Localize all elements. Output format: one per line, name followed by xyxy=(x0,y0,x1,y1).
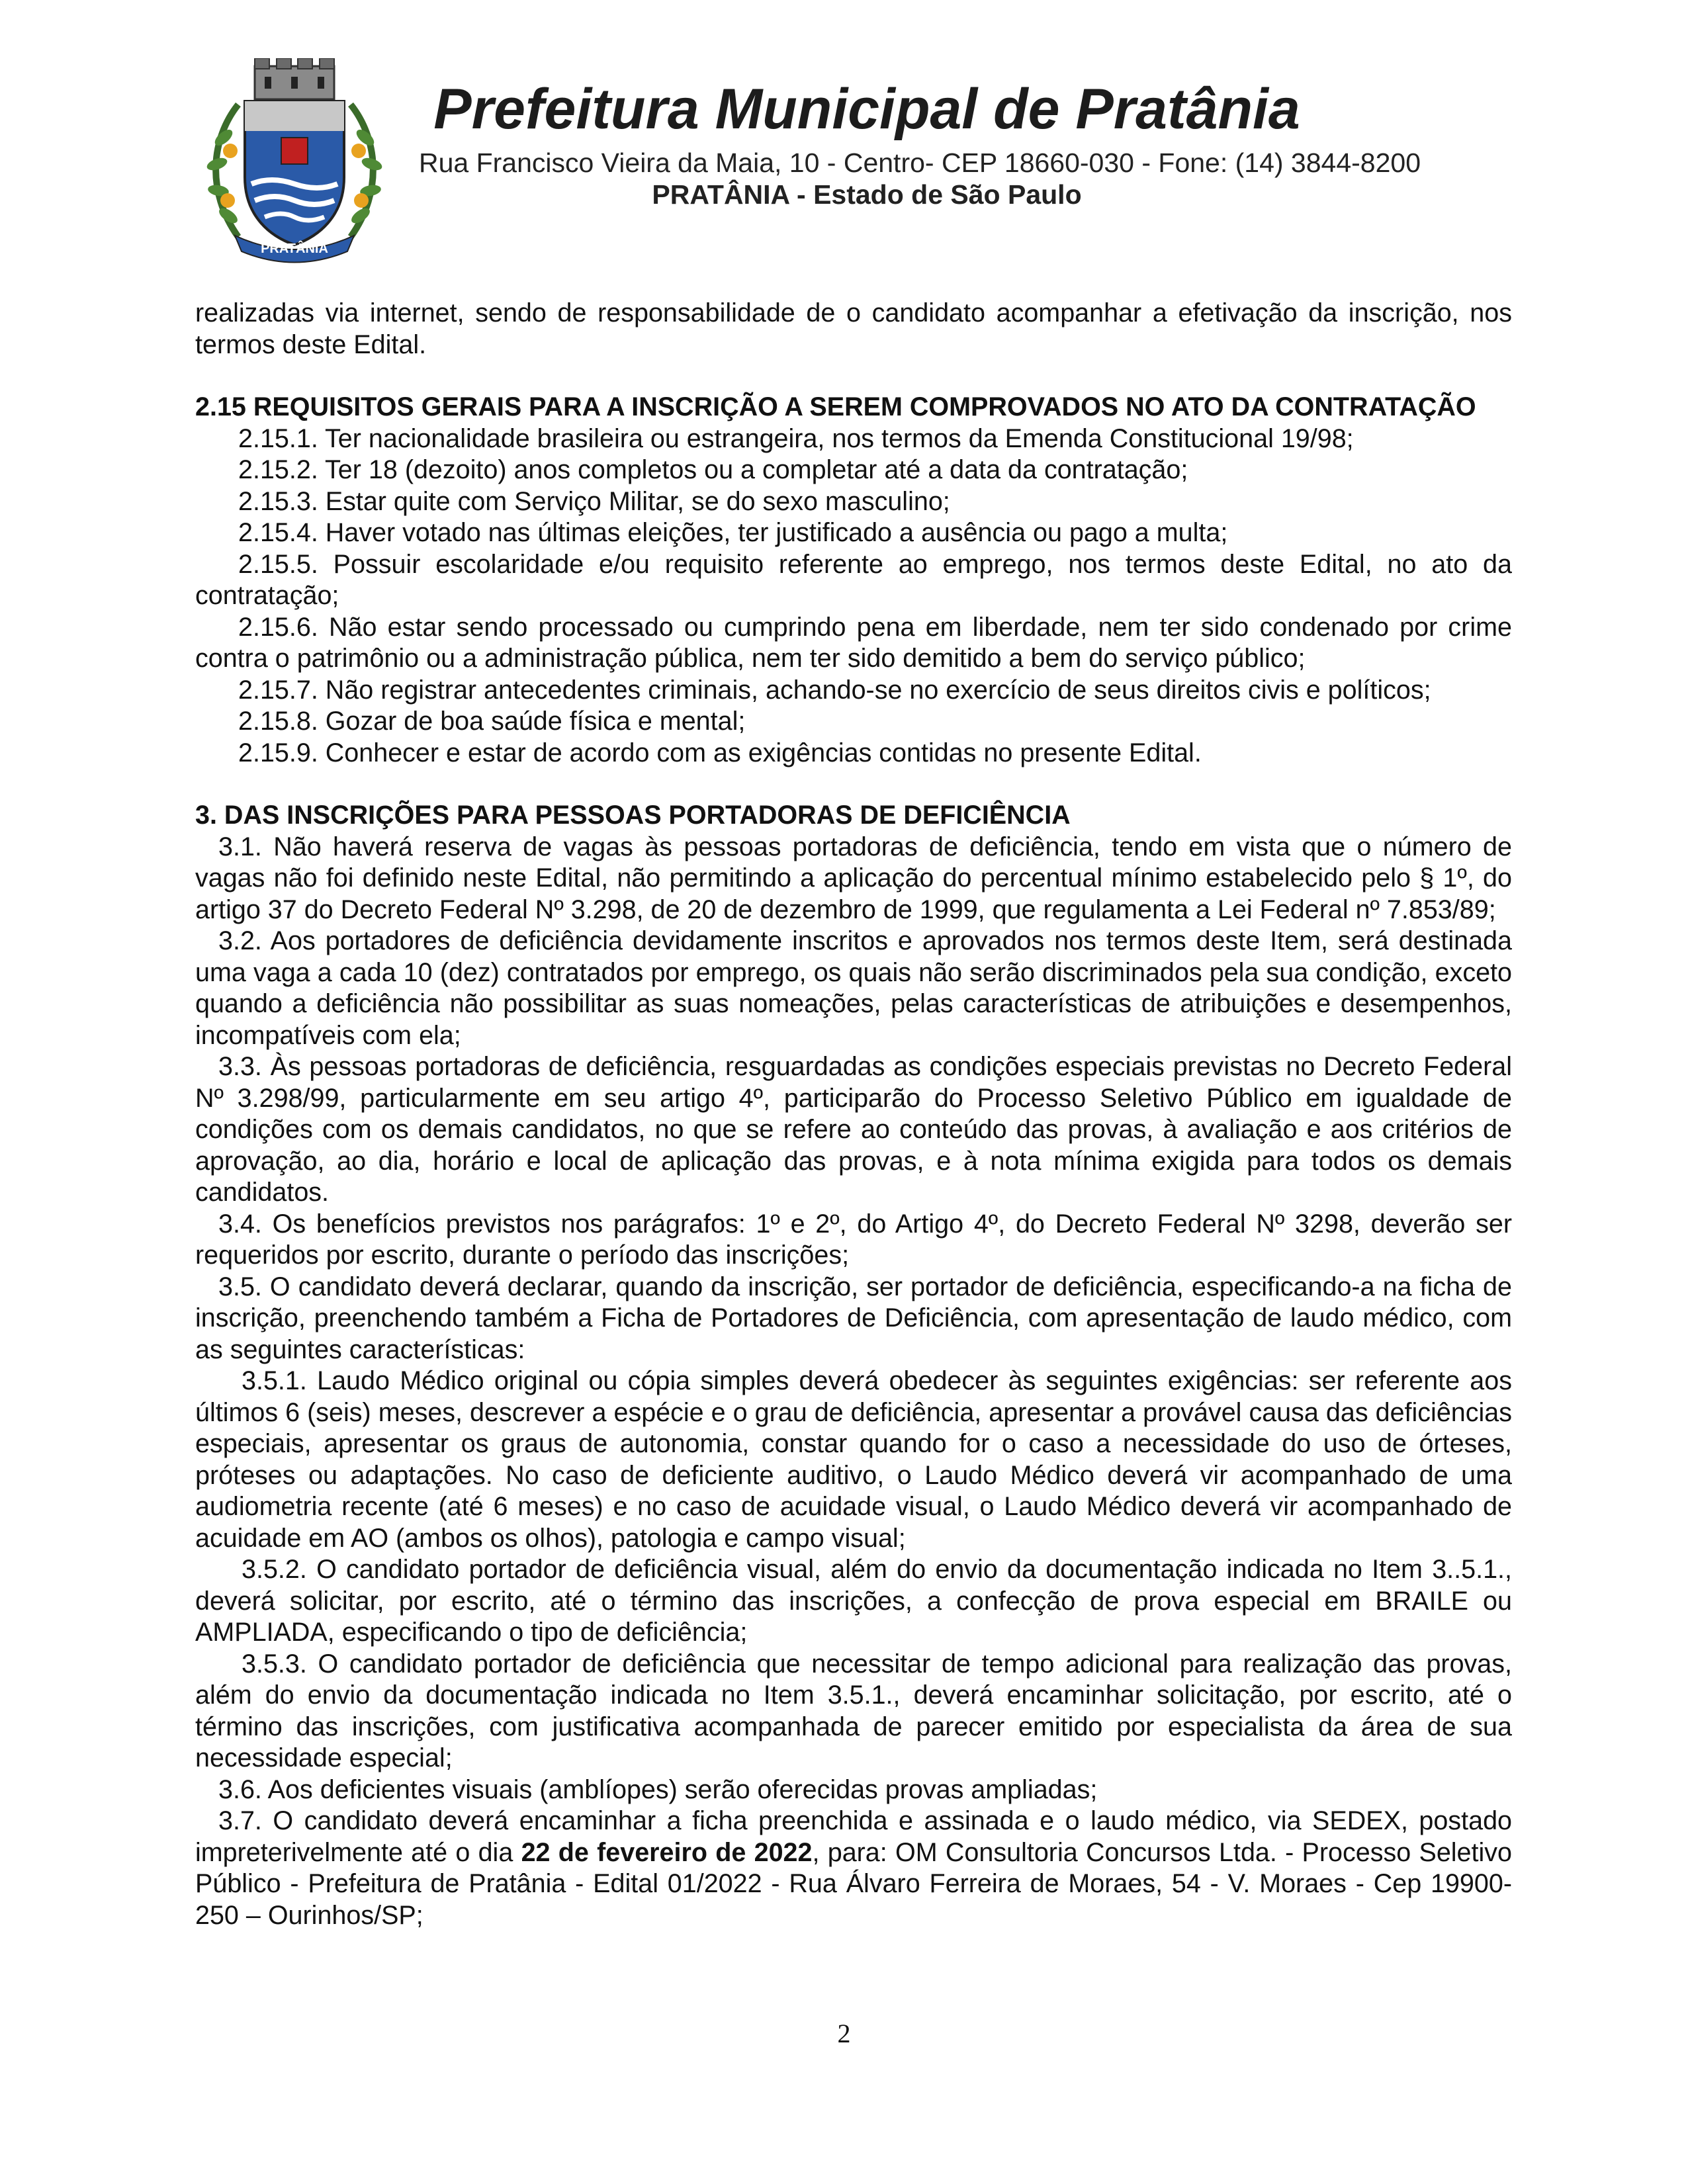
section-2-15-heading: 2.15 REQUISITOS GERAIS PARA A INSCRIÇÃO A SEREM COMPROVADOS NO ATO DA CONTRATAÇÃO xyxy=(195,392,1476,421)
item-3-5-2: 3.5.2. O candidato portador de deficiência visual, além do envio da documentação indicada no Item 3..5.1., deverá solicitar, por escrito, até o término das inscrições, a confecção de prova especial em BRAILE ou AMPLIADA, especificando o tipo de deficiência; xyxy=(195,1555,1512,1647)
item-3-5-1: 3.5.1. Laudo Médico original ou cópia simples deverá obedecer às seguintes exigências: ser referente aos últimos 6 (seis) meses, descrever a espécie e o grau de deficiência, apresentar a provável causa das deficiências especiais, apresentar os graus de autonomia, constar quando for o caso a necessidade do uso de órteses, próteses ou adaptações. No caso de deficiente auditivo, o Laudo Médico deverá vir acompanhado de uma audiometria recente (até 6 meses) e no caso de acuidade visual, o Laudo Médico deverá vir acompanhado de acuidade em AO (ambos os olhos), patologia e campo visual; xyxy=(195,1366,1512,1553)
item-3-7-text-a: 3.7. O candidato deverá encaminhar a ficha preenchida e assinada e o laudo médico, via SEDEX, postado impreterivelmente até o dia xyxy=(195,1806,1512,1867)
intro-paragraph: realizadas via internet, sendo de responsabilidade de o candidato acompanhar a efetivação da inscrição, nos termos deste Edital. xyxy=(195,298,1512,359)
item-2-15-9: 2.15.9. Conhecer e estar de acordo com as exigências contidas no presente Edital. xyxy=(238,738,1202,767)
item-2-15-2: 2.15.2. Ter 18 (dezoito) anos completos ou a completar até a data da contratação; xyxy=(238,455,1188,484)
page-number: 2 xyxy=(837,2019,851,2048)
crest-ribbon-text: PRATÂNIA xyxy=(261,241,328,256)
item-2-15-8: 2.15.8. Gozar de boa saúde física e mental; xyxy=(238,707,746,736)
item-3-5-3: 3.5.3. O candidato portador de deficiência que necessitar de tempo adicional para realização das provas, além do envio da documentação indicada no Item 3.5.1., deverá encaminhar solicitação, por escrito, até o término das inscrições, com justificativa acompanhada de parecer emitido por especialista da área de sua necessidade especial; xyxy=(195,1649,1512,1772)
item-3-5: 3.5. O candidato deverá declarar, quando da inscrição, ser portador de deficiência, especificando-a na ficha de inscrição, preenchendo também a Ficha de Portadores de Deficiência, com apresentação de laudo médico, com as seguintes características: xyxy=(195,1272,1512,1364)
header-state: PRATÂNIA - Estado de São Paulo xyxy=(652,179,1082,210)
item-3-4: 3.4. Os benefícios previstos nos parágrafos: 1º e 2º, do Artigo 4º, do Decreto Federal Nº 3298, deverão ser requeridos por escrito, durante o período das inscrições; xyxy=(195,1209,1512,1270)
item-3-7-text-b: , para: OM Consultoria Concursos Ltda. - Processo Seletivo Público - Prefeitura de Pratânia - Edital 01/2022 - Rua Álvaro Ferreira de Moraes, 54 - V. Moraes - Cep 19900-250 – Ourinhos/SP; xyxy=(195,1837,1512,1930)
header-address: Rua Francisco Vieira da Maia, 10 - Centro- CEP 18660-030 - Fone: (14) 3844-8200 xyxy=(418,148,1421,178)
item-2-15-5: 2.15.5. Possuir escolaridade e/ou requisito referente ao emprego, nos termos deste Edital, no ato da contratação; xyxy=(195,549,1512,610)
item-3-1: 3.1. Não haverá reserva de vagas às pessoas portadoras de deficiência, tendo em vista que o número de vagas não foi definido neste Edital, não permitindo a aplicação do percentual mínimo estabelecido pelo § 1º, do artigo 37 do Decreto Federal Nº 3.298, de 20 de dezembro de 1999, que regulamenta a Lei Federal nº 7.853/89; xyxy=(195,832,1512,924)
item-2-15-6: 2.15.6. Não estar sendo processado ou cumprindo pena em liberdade, nem ter sido condenado por crime contra o patrimônio ou a administração pública, nem ter sido demitido a bem do serviço público; xyxy=(195,612,1512,673)
item-2-15-4: 2.15.4. Haver votado nas últimas eleições, ter justificado a ausência ou pago a multa; xyxy=(238,518,1228,547)
document-body xyxy=(195,298,1512,1931)
item-2-15-3: 2.15.3. Estar quite com Serviço Militar, se do sexo masculino; xyxy=(238,486,950,516)
item-3-2: 3.2. Aos portadores de deficiência devidamente inscritos e aprovados nos termos deste Item, será destinada uma vaga a cada 10 (dez) contratados por emprego, os quais não serão discriminados pela sua condição, exceto quando a deficiência não possibilitar as suas nomeações, pelas características de atribuições e desempenhos, incompatíveis com ela; xyxy=(195,926,1512,1050)
header-title: Prefeitura Municipal de Pratânia xyxy=(433,77,1300,141)
item-2-15-1: 2.15.1. Ter nacionalidade brasileira ou estrangeira, nos termos da Emenda Constitucional 19/98; xyxy=(238,423,1354,453)
item-2-15-7: 2.15.7. Não registrar antecedentes criminais, achando-se no exercício de seus direitos civis e políticos; xyxy=(238,675,1431,705)
item-3-7 xyxy=(195,1806,1512,1931)
coat-of-arms-icon xyxy=(199,58,390,263)
item-3-7-deadline: 22 de fevereiro de 2022 xyxy=(521,1837,813,1867)
item-3-6: 3.6. Aos deficientes visuais (amblíopes) serão oferecidas provas ampliadas; xyxy=(218,1774,1098,1804)
item-3-3: 3.3. Às pessoas portadoras de deficiência, resguardadas as condições especiais previstas no Decreto Federal Nº 3.298/99, particularmente em seu artigo 4º, participarão do Processo Seletivo Público em igualdade de condições com os demais candidatos, no que se refere ao conteúdo das provas, à avaliação e aos critérios de aprovação, ao dia, horário e local de aplicação das provas, e à nota mínima exigida para todos os demais candidatos. xyxy=(195,1052,1512,1207)
section-3-heading: 3. DAS INSCRIÇÕES PARA PESSOAS PORTADORAS DE DEFICIÊNCIA xyxy=(195,801,1071,830)
